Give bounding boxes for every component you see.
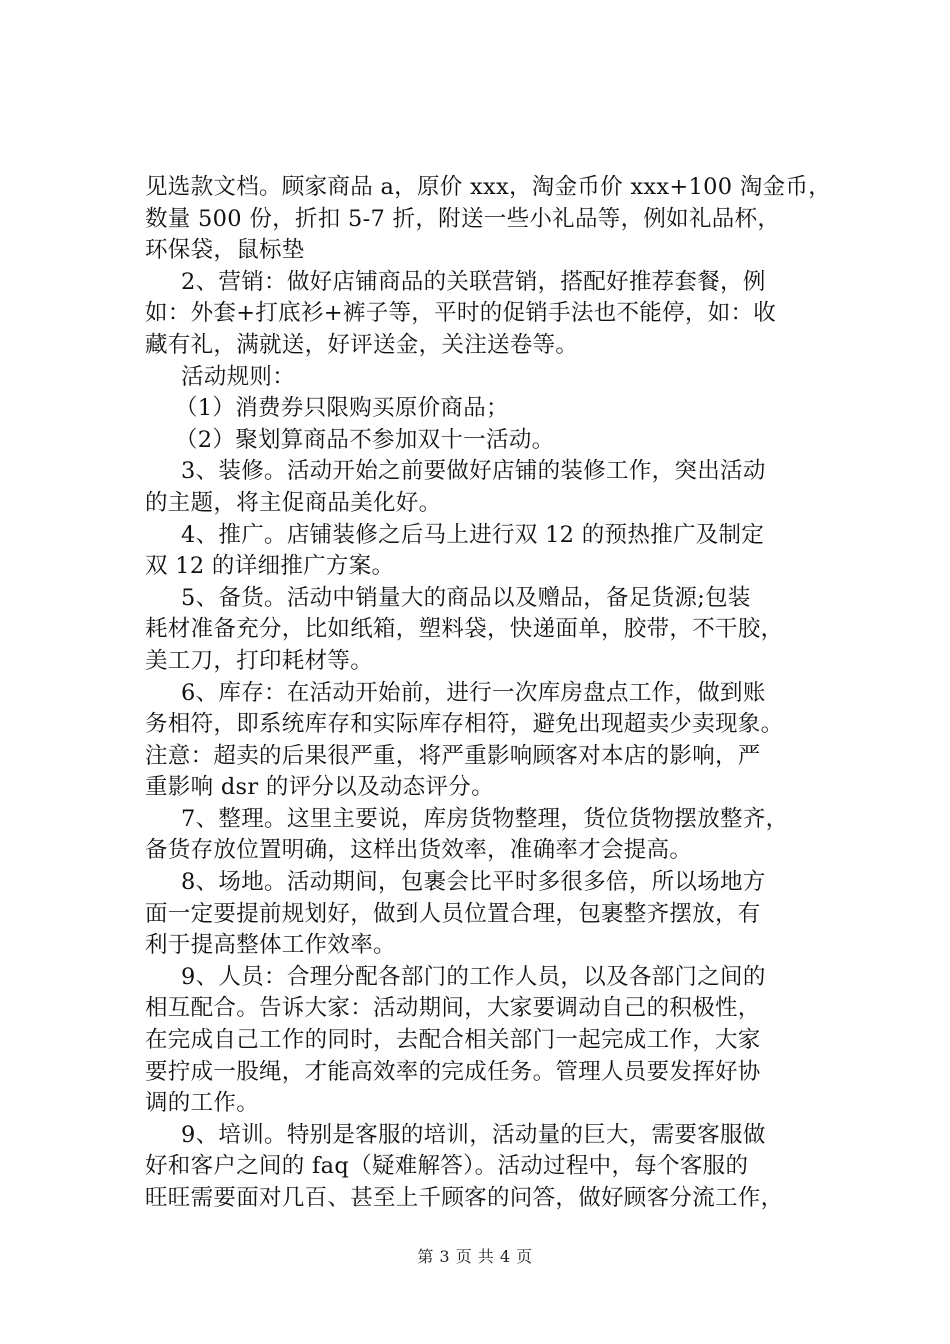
- text-line: 藏有礼，满就送，好评送金，关注送卷等。: [145, 331, 579, 358]
- text-line: 好和客户之间的 faq（疑难解答）。活动过程中，每个客服的: [145, 1153, 749, 1180]
- text-line: 美工刀，打印耗材等。: [145, 647, 374, 674]
- text-line: 备货存放位置明确，这样出货效率，准确率才会提高。: [145, 837, 693, 864]
- text-line: 耗材准备充分，比如纸箱，塑料袋，快递面单，胶带，不干胶，: [145, 616, 784, 643]
- document-body: [145, 172, 835, 1215]
- text-line: 注意：超卖的后果很严重，将严重影响顾客对本店的影响，严: [145, 742, 761, 769]
- text-line: 双 12 的详细推广方案。: [145, 553, 395, 580]
- paragraph-start-line: 2、营销：做好店铺商品的关联营销，搭配好推荐套餐，例: [181, 268, 766, 295]
- rule-item-line: （2）聚划算商品不参加双十一活动。: [175, 426, 555, 453]
- text-line: 如：外套+打底衫+裤子等，平时的促销手法也不能停，如：收: [145, 300, 777, 327]
- paragraph-start-line: 9、培训。特别是客服的培训，活动量的巨大，需要客服做: [181, 1121, 766, 1148]
- text-line: 的主题，将主促商品美化好。: [145, 489, 442, 516]
- paragraph-start-line: 3、装修。活动开始之前要做好店铺的装修工作，突出活动: [181, 458, 766, 485]
- paragraph-start-line: 6、库存：在活动开始前，进行一次库房盘点工作，做到账: [181, 679, 766, 706]
- paragraph-start-line: 9、人员：合理分配各部门的工作人员，以及各部门之间的: [181, 963, 766, 990]
- paragraph-start-line: 7、整理。这里主要说，库房货物整理，货位货物摆放整齐，: [181, 805, 789, 832]
- text-line: 见选款文档。顾家商品 a，原价 xxx，淘金币价 xxx+100 淘金币，: [145, 174, 832, 200]
- paragraph-start-line: 8、场地。活动期间，包裹会比平时多很多倍，所以场地方: [181, 869, 766, 896]
- text-line: 利于提高整体工作效率。: [145, 932, 396, 959]
- text-line: 面一定要提前规划好，做到人员位置合理，包裹整齐摆放，有: [145, 900, 761, 927]
- text-line: 环保袋，鼠标垫: [145, 237, 305, 264]
- text-line: 要拧成一股绳，才能高效率的完成任务。管理人员要发挥好协: [145, 1058, 761, 1085]
- text-line: 务相符，即系统库存和实际库存相符，避免出现超卖少卖现象。: [145, 711, 784, 738]
- section-heading-line: 活动规则：: [181, 363, 296, 390]
- text-line: 在完成自己工作的同时，去配合相关部门一起完成工作，大家: [145, 1027, 761, 1054]
- paragraph-start-line: 5、备货。活动中销量大的商品以及赠品，备足货源;包装: [181, 584, 751, 611]
- page-number-footer: 第 3 页 共 4 页: [417, 1247, 533, 1266]
- text-line: 重影响 dsr 的评分以及动态评分。: [145, 774, 494, 801]
- text-line: 旺旺需要面对几百、甚至上千顾客的问答，做好顾客分流工作，: [145, 1185, 784, 1211]
- text-line: 数量 500 份，折扣 5-7 折，附送一些小礼品等，例如礼品杯，: [145, 205, 781, 232]
- paragraph-start-line: 4、推广。店铺装修之后马上进行双 12 的预热推广及制定: [181, 521, 765, 548]
- text-line: 调的工作。: [145, 1090, 260, 1117]
- text-line: 相互配合。告诉大家：活动期间，大家要调动自己的积极性，: [145, 995, 761, 1022]
- rule-item-line: （1）消费券只限购买原价商品；: [175, 395, 509, 422]
